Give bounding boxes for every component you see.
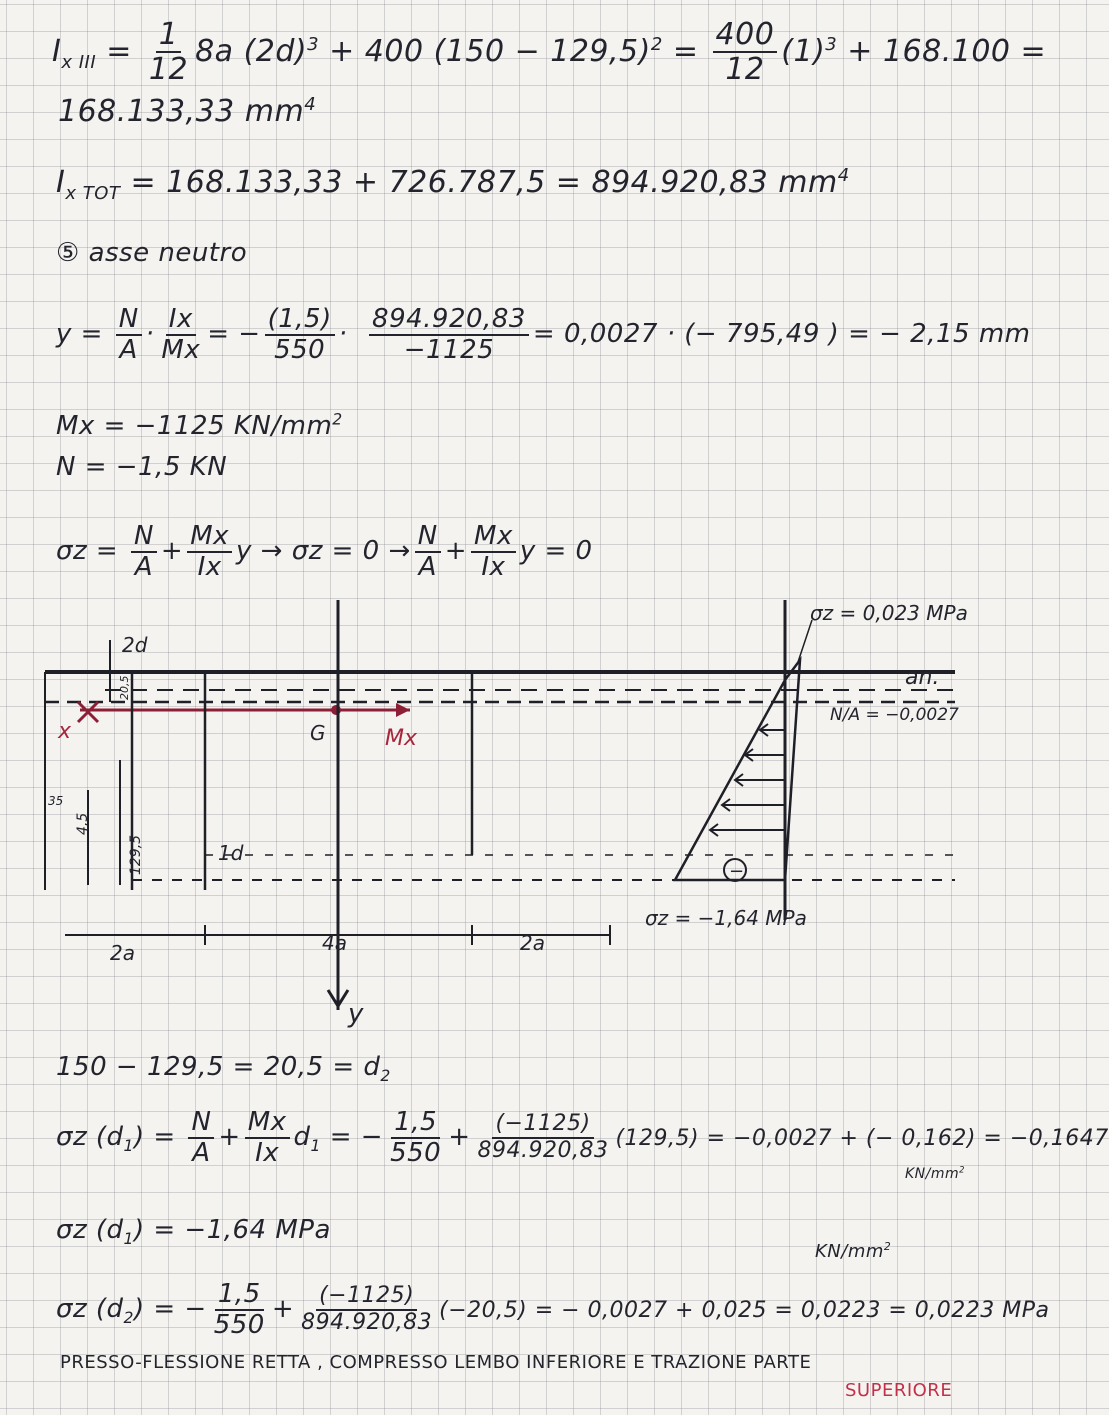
fraction: $\frac{1,5}{550}$	[213, 1279, 265, 1340]
plus-sign: +	[160, 536, 184, 567]
eq-l5-c: = 0,0027 · (− 795,49 ) = − 2,15 mm	[532, 319, 1031, 350]
inertia-result-line	[58, 94, 316, 129]
fraction: $\frac{(-1125)}{894.920,83}$	[301, 1283, 433, 1335]
fraction: $\frac{Mx}{Ix}$	[245, 1108, 290, 1167]
fraction: $\frac{400}{12}$	[713, 18, 778, 86]
neutral-axis-equation: y = $\frac{N}{A}$ · $\frac{Ix}{Mx}$ = − $\frac{(1,5)}{550}$ · $\frac{894.920,83}{-1125}$ = 0,0027 · (− 795,49 ) = − 2,15 mm	[56, 304, 1031, 365]
eq-l12-unit: $KN/mm^2$	[815, 1240, 892, 1262]
eq-l5-a: y =	[56, 319, 112, 350]
eq-l6: Mx = −1125 $KN/mm^2$	[56, 410, 343, 441]
axial-force-line	[56, 452, 227, 482]
fraction: $\frac{(-1125)}{894.920,83}$	[477, 1111, 609, 1163]
unit-label-d2	[815, 1240, 891, 1262]
fraction: $\frac{N}{A}$	[188, 1108, 214, 1167]
label-35: 35	[48, 794, 64, 808]
pointer-line	[798, 620, 812, 662]
eq-l1-start: $I_{x III}$ =	[52, 33, 142, 73]
stress-d1-result	[56, 1215, 331, 1248]
stress-distribution	[675, 660, 800, 880]
label-mx: Mx	[385, 726, 418, 751]
eq-l2: 168.133,33 $mm^4$	[58, 94, 317, 129]
label-129-5: 129,5	[128, 834, 144, 875]
label-neutral-axis: an.	[905, 665, 940, 690]
label-2a-left: 2a	[110, 941, 135, 965]
moment-value-line	[56, 410, 343, 441]
label-centroid-g: G	[310, 721, 326, 745]
label-2d: 2d	[122, 633, 148, 657]
eq-l4: ⑤ asse neutro	[56, 238, 248, 268]
stress-d1-equation: σz $(d_1)$ = $\frac{N}{A}$ + $\frac{Mx}{Ix}$ $d_1$ = − $\frac{1,5}{550}$ + $\frac{(-1125)}{894.920,83}$ (129,5) = −0,0027 + (− 0,162) = −0,1647	[56, 1107, 1109, 1168]
label-minus-sign: −	[729, 861, 745, 882]
fraction: $\frac{Mx}{Ix}$	[187, 522, 232, 581]
eq-l9: $150 - 129,5 = 20,5 = d_2$	[56, 1052, 391, 1086]
eq-l8-a: σz =	[56, 536, 127, 567]
label-45: 4,5	[75, 812, 91, 835]
label-20-5: 20,5	[118, 675, 131, 700]
conclusion-line	[60, 1352, 811, 1373]
label-sigma-top: σz = 0,023 MPa	[810, 601, 968, 625]
eq-l10-c: (129,5) = −0,0027 + (− 0,162) = −0,1647	[615, 1126, 1109, 1152]
d2-equation-line	[56, 1052, 391, 1085]
unit-label-d1	[905, 1164, 965, 1182]
eq-l11: σz $(d_1) = -1,64$ MPa	[56, 1215, 331, 1249]
label-y-axis: y	[348, 999, 364, 1029]
fraction: $\frac{1}{12}$	[148, 17, 189, 87]
fraction: $\frac{Mx}{Ix}$	[471, 522, 516, 581]
mx-arrow-head	[396, 703, 410, 717]
fraction: $\frac{894.920,83}{-1125}$	[369, 305, 529, 364]
label-4a: 4a	[322, 931, 347, 955]
stress-equation-line: σz = $\frac{N}{A}$ + $\frac{Mx}{Ix}$ y → σz = 0 → $\frac{N}{A}$ + $\frac{Mx}{Ix}$ y = 0	[56, 521, 593, 582]
eq-l5-b: = −	[207, 319, 261, 350]
eq-l10-unit: $KN/mm^2$	[905, 1164, 965, 1182]
section-heading-neutral-axis	[56, 238, 247, 268]
eq-l10-b: $d_1$ = −	[293, 1122, 384, 1156]
conclusion-line-end	[845, 1380, 952, 1401]
label-sigma-bottom: σz = −1,64 MPa	[645, 906, 807, 930]
stress-d2-equation: σz $(d_2)$ = − $\frac{1,5}{550}$ + $\frac{(-1125)}{894.920,83}$ (−20,5) = − 0,0027 + 0,025 = 0,0223 = 0,0223 MPa	[56, 1279, 1050, 1340]
eq-l1-end: $(1)^3 + 168.100$ =	[781, 33, 1047, 69]
label-1d: 1d	[218, 841, 244, 865]
label-x-axis: x	[58, 719, 72, 744]
eq-l12-a: σz $(d_2)$ = −	[56, 1294, 207, 1328]
stress-arrows	[710, 724, 785, 836]
fraction: $\frac{N}{A}$	[116, 305, 142, 364]
eq-l1-mid: 8a $(2d)^3 + 400$ $(150 - 129,5)^2$ =	[195, 33, 709, 69]
cross-section-diagram	[0, 590, 1000, 1030]
fraction: $\frac{N}{A}$	[131, 522, 157, 581]
total-inertia-line	[56, 165, 850, 204]
inertia-equation-line	[52, 18, 1046, 86]
label-n-over-a: N/A = −0,0027	[830, 705, 959, 725]
eq-l10-a: σz $(d_1)$ =	[56, 1122, 185, 1156]
eq-l3: $I_{x TOT} = 168.133,33 + 726.787,5 = 894.920,83$ $mm^4$	[56, 165, 850, 204]
label-2a-right: 2a	[520, 931, 545, 955]
eq-l8-b: y → σz = 0 →	[236, 536, 411, 567]
fraction: $\frac{N}{A}$	[415, 522, 441, 581]
eq-l12-b: (−20,5) = − 0,0027 + 0,025 = 0,0223 = 0,0223 MPa	[439, 1298, 1050, 1324]
conclusion-text-end: SUPERIORE	[845, 1380, 953, 1401]
conclusion-text: PRESSO-FLESSIONE RETTA , COMPRESSO LEMBO INFERIORE E TRAZIONE PARTE	[60, 1352, 812, 1373]
eq-l8-c: y = 0	[519, 536, 593, 567]
fraction: $\frac{Ix}{Mx}$	[161, 304, 201, 365]
fraction: $\frac{1,5}{550}$	[390, 1107, 442, 1168]
eq-l7: N = −1,5 KN	[56, 452, 228, 482]
fraction: $\frac{(1,5)}{550}$	[265, 305, 335, 364]
